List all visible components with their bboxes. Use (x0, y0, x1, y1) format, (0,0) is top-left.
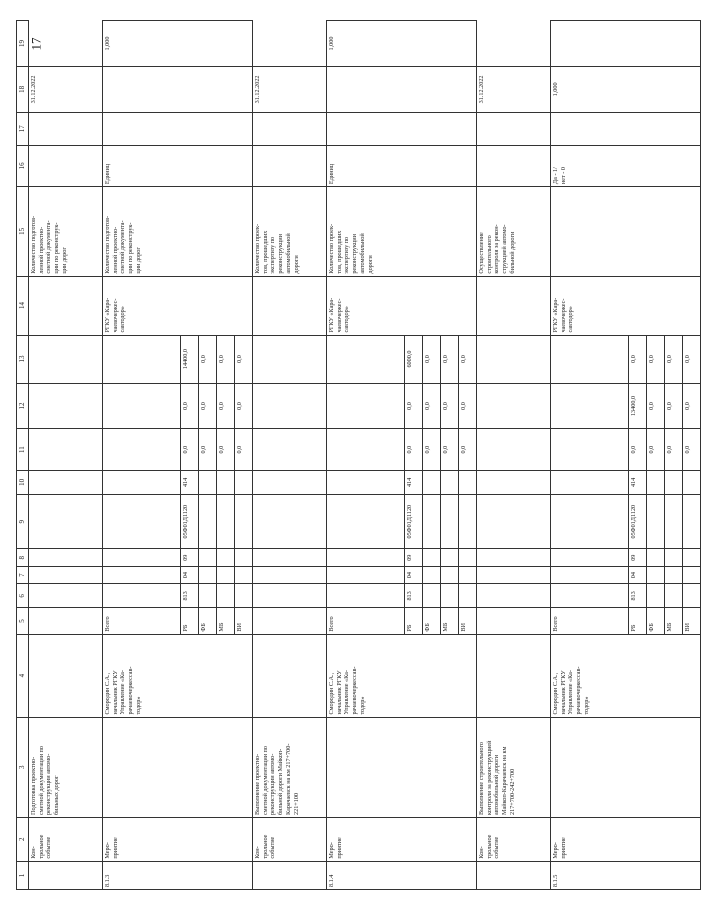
kbk-cell (646, 549, 664, 566)
empty-cell (326, 429, 404, 470)
amount-cell: 0,0 (422, 429, 440, 470)
total-label-cell: Всего (102, 608, 180, 634)
kbk-cell (198, 584, 216, 608)
event-description-cell: Подготовка проектно- сметной документации по реконструкции автомо- бильных дорог (28, 717, 102, 817)
value-cell-18: 1,000 (550, 66, 700, 112)
amount-cell: 0,0 (458, 429, 476, 470)
empty-cell (252, 566, 326, 583)
kbk-cell (198, 566, 216, 583)
budget-source-cell: ВИ (458, 608, 476, 634)
indicator-name-cell: Осуществление строительного контроля за рекон- струкцией автомо- бильной дороги (476, 187, 550, 277)
kbk-cell (198, 494, 216, 549)
empty-cell (252, 112, 326, 145)
kbk-cell: 09 (628, 549, 646, 566)
indicator-name-cell (550, 187, 700, 277)
empty-cell (476, 429, 550, 470)
responsible-person-cell: Смородин С.А., начальник РГКУ Управление «Ка- рачаевочеркессав- тодор» (102, 634, 252, 717)
responsible-person-cell: Смородин С.А., начальник РГКУ Управление «Ка- рачаевочеркессав- тодор» (326, 634, 476, 717)
value-cell-19 (550, 21, 700, 67)
empty-cell (102, 383, 180, 429)
kbk-cell (198, 470, 216, 494)
amount-cell: 0,0 (234, 429, 252, 470)
kbk-cell: 05Ф01Д1120 (628, 494, 646, 549)
unit-cell: Единиц (326, 145, 476, 186)
empty-cell (476, 470, 550, 494)
row-number-cell (252, 861, 326, 889)
kbk-cell: 04 (628, 566, 646, 583)
amount-cell: 0,0 (682, 335, 700, 383)
kbk-cell (216, 470, 234, 494)
amount-cell: 13400,0 (628, 383, 646, 429)
empty-cell (476, 276, 550, 335)
empty-cell (550, 429, 628, 470)
empty-cell (476, 383, 550, 429)
kbk-cell: 04 (180, 566, 198, 583)
amount-cell: 0,0 (422, 383, 440, 429)
amount-cell: 0,0 (216, 383, 234, 429)
header-number-cell: 10 (17, 470, 29, 494)
amount-cell: 0,0 (458, 335, 476, 383)
empty-cell (252, 634, 326, 717)
kbk-cell (440, 549, 458, 566)
value-cell-19: 1,000 (326, 21, 476, 67)
kbk-cell (422, 566, 440, 583)
empty-cell (252, 608, 326, 634)
kbk-cell (458, 494, 476, 549)
header-number-cell: 2 (17, 817, 29, 861)
kbk-cell: 414 (180, 470, 198, 494)
rotated-table-wrapper (16, 20, 691, 890)
kbk-cell (234, 584, 252, 608)
kbk-cell (234, 494, 252, 549)
kbk-cell (458, 549, 476, 566)
empty-cell (550, 584, 628, 608)
empty-cell (28, 608, 102, 634)
empty-cell (102, 494, 180, 549)
executor-cell: РГКУ «Кара- чаевочеркес- савтодор» (102, 276, 252, 335)
kbk-cell (216, 549, 234, 566)
kbk-cell (458, 470, 476, 494)
kbk-cell (234, 549, 252, 566)
amount-cell: 0,0 (180, 429, 198, 470)
header-number-cell: 11 (17, 429, 29, 470)
empty-cell (252, 145, 326, 186)
amount-cell: 0,0 (404, 383, 422, 429)
amount-cell: 0,0 (234, 383, 252, 429)
empty-cell (102, 112, 252, 145)
kbk-cell (458, 584, 476, 608)
empty-cell (28, 383, 102, 429)
empty-cell (102, 470, 180, 494)
row-type-cell: Меро- приятие (326, 817, 476, 861)
row-type-cell: Меро- приятие (550, 817, 700, 861)
row-type-cell: Кон- трольное событие (28, 817, 102, 861)
empty-cell (28, 634, 102, 717)
kbk-cell (216, 566, 234, 583)
empty-cell (252, 584, 326, 608)
header-number-cell: 9 (17, 494, 29, 549)
total-label-cell: Всего (326, 608, 404, 634)
header-number-cell: 3 (17, 717, 29, 817)
empty-cell (252, 470, 326, 494)
header-number-cell: 16 (17, 145, 29, 186)
amount-cell: 0,0 (646, 335, 664, 383)
measure-row (326, 21, 404, 890)
header-number-cell: 13 (17, 335, 29, 383)
budget-source-cell: МБ (216, 608, 234, 634)
budget-source-cell: РБ (180, 608, 198, 634)
deadline-cell: 31.12.2022 (28, 66, 102, 112)
empty-cell (28, 276, 102, 335)
kbk-cell (664, 584, 682, 608)
executor-cell: РГКУ «Кара- чаевочеркес- савтодор» (326, 276, 476, 335)
budget-source-cell: ФБ (198, 608, 216, 634)
header-number-cell: 5 (17, 608, 29, 634)
empty-cell (28, 429, 102, 470)
header-number-cell: 8 (17, 549, 29, 566)
kbk-cell: 813 (404, 584, 422, 608)
amount-cell: 0,0 (646, 429, 664, 470)
amount-cell: 14400,0 (180, 335, 198, 383)
header-number-cell: 6 (17, 584, 29, 608)
budget-source-cell: ФБ (422, 608, 440, 634)
header-number-cell: 15 (17, 187, 29, 277)
empty-cell (326, 494, 404, 549)
kbk-cell (682, 470, 700, 494)
amount-cell: 0,0 (216, 429, 234, 470)
empty-cell (28, 470, 102, 494)
amount-cell: 0,0 (180, 383, 198, 429)
deadline-cell: 31.12.2022 (476, 66, 550, 112)
amount-cell: 0,0 (198, 429, 216, 470)
kbk-cell: 09 (404, 549, 422, 566)
kbk-cell (234, 566, 252, 583)
header-number-cell: 17 (17, 112, 29, 145)
header-number-cell: 19 (17, 21, 29, 67)
header-number-cell: 7 (17, 566, 29, 583)
amount-cell: 0,0 (682, 429, 700, 470)
kbk-cell (440, 566, 458, 583)
kbk-cell (440, 470, 458, 494)
amount-cell: 0,0 (440, 383, 458, 429)
indicator-name-cell: Количество проек- тов, прошедших экспертизу по реконструкции автомобильной дороги (326, 187, 476, 277)
measure-row (550, 21, 628, 890)
kbk-cell (682, 494, 700, 549)
empty-cell (550, 383, 628, 429)
budget-source-cell: ВИ (682, 608, 700, 634)
kbk-cell: 414 (404, 470, 422, 494)
total-label-cell: Всего (550, 608, 628, 634)
kbk-cell (682, 584, 700, 608)
amount-cell: 0,0 (234, 335, 252, 383)
empty-cell (252, 429, 326, 470)
row-number-cell (476, 861, 550, 889)
kbk-cell (664, 470, 682, 494)
kbk-cell (422, 584, 440, 608)
empty-cell (252, 383, 326, 429)
unit-cell: Единиц (102, 145, 252, 186)
empty-cell (102, 584, 180, 608)
value-cell-19: 1,000 (102, 21, 252, 67)
amount-cell: 0,0 (422, 335, 440, 383)
empty-cell (476, 584, 550, 608)
kbk-cell: 09 (180, 549, 198, 566)
empty-cell (28, 566, 102, 583)
empty-cell (102, 549, 180, 566)
kbk-cell (646, 470, 664, 494)
kbk-cell (664, 494, 682, 549)
amount-cell: 0,0 (216, 335, 234, 383)
empty-cell (550, 494, 628, 549)
empty-cell (550, 112, 700, 145)
empty-cell (476, 566, 550, 583)
budget-source-cell: ФБ (646, 608, 664, 634)
kbk-cell (216, 584, 234, 608)
budget-source-cell: МБ (440, 608, 458, 634)
amount-cell: 0,0 (628, 429, 646, 470)
empty-cell (252, 549, 326, 566)
empty-cell (550, 566, 628, 583)
header-number-cell: 12 (17, 383, 29, 429)
empty-cell (550, 717, 700, 817)
amount-cell: 0,0 (664, 383, 682, 429)
control-event-row (252, 21, 326, 890)
budget-source-cell: РБ (404, 608, 422, 634)
kbk-cell (440, 494, 458, 549)
empty-cell (28, 112, 102, 145)
empty-cell (326, 566, 404, 583)
empty-cell (252, 494, 326, 549)
row-number-cell: 8.1.3 (102, 861, 252, 889)
empty-cell (476, 608, 550, 634)
kbk-cell: 414 (628, 470, 646, 494)
empty-cell (476, 112, 550, 145)
empty-cell (326, 584, 404, 608)
empty-cell (326, 383, 404, 429)
empty-cell (252, 335, 326, 383)
kbk-cell: 813 (628, 584, 646, 608)
indicator-name-cell: Количество проек- тов, прошедших экспертизу по реконструкции автомобильной дороги (252, 187, 326, 277)
amount-cell: 0,0 (440, 335, 458, 383)
budget-source-cell: МБ (664, 608, 682, 634)
kbk-cell (422, 494, 440, 549)
kbk-cell: 04 (404, 566, 422, 583)
responsible-person-cell: Смородин С.А., начальник РГКУ Управление «Ка- рачаевочеркессав- тодор» (550, 634, 700, 717)
header-number-cell: 14 (17, 276, 29, 335)
amount-cell: 0,0 (198, 335, 216, 383)
empty-cell (28, 335, 102, 383)
amount-cell: 6000,0 (404, 335, 422, 383)
header-number-cell: 1 (17, 861, 29, 889)
kbk-cell (422, 549, 440, 566)
kbk-cell (664, 549, 682, 566)
amount-cell: 0,0 (646, 383, 664, 429)
deadline-cell: 31.12.2022 (252, 66, 326, 112)
empty-cell (476, 634, 550, 717)
row-number-cell (28, 861, 102, 889)
empty-cell (476, 549, 550, 566)
control-event-row (28, 21, 102, 890)
empty-cell (252, 276, 326, 335)
kbk-cell (440, 584, 458, 608)
unit-cell: Да - 1/ нет - 0 (550, 145, 700, 186)
kbk-cell (216, 494, 234, 549)
amount-cell: 0,0 (458, 383, 476, 429)
kbk-cell: 813 (180, 584, 198, 608)
empty-cell (476, 494, 550, 549)
executor-cell: РГКУ «Кара- чаевочеркес- савтодор» (550, 276, 700, 335)
empty-cell (476, 335, 550, 383)
amount-cell: 0,0 (664, 335, 682, 383)
amount-cell: 0,0 (198, 383, 216, 429)
value-cell-18 (326, 66, 476, 112)
event-description-cell: Выполнение строительного контроля за реконструкцией автомобильной дороги Майкоп-Карачаевск на км 217+700-242+700 (476, 717, 550, 817)
amount-cell: 0,0 (404, 429, 422, 470)
kbk-cell: 05Ф01Д1120 (180, 494, 198, 549)
empty-cell (326, 549, 404, 566)
indicator-name-cell: Количество подготов- ленной проектно- сметной документа- ции по реконструк- ции дорог (102, 187, 252, 277)
kbk-cell (646, 494, 664, 549)
empty-cell (550, 470, 628, 494)
row-type-cell: Кон- трольное событие (476, 817, 550, 861)
empty-cell (102, 335, 180, 383)
kbk-cell (458, 566, 476, 583)
kbk-cell (422, 470, 440, 494)
header-number-row (17, 21, 29, 890)
header-number-cell: 18 (17, 66, 29, 112)
empty-cell (476, 145, 550, 186)
empty-cell (28, 584, 102, 608)
empty-cell (28, 549, 102, 566)
measure-row (102, 21, 180, 890)
program-measures-table (16, 20, 701, 890)
empty-cell (102, 429, 180, 470)
page-number: 17 (28, 37, 44, 51)
value-cell-18 (102, 66, 252, 112)
empty-cell (326, 717, 476, 817)
amount-cell: 0,0 (440, 429, 458, 470)
kbk-cell (234, 470, 252, 494)
kbk-cell (198, 549, 216, 566)
empty-cell (28, 494, 102, 549)
empty-cell (550, 335, 628, 383)
kbk-cell (682, 566, 700, 583)
row-number-cell: 8.1.4 (326, 861, 476, 889)
row-type-cell: Меро- приятие (102, 817, 252, 861)
empty-cell (326, 112, 476, 145)
amount-cell: 0,0 (682, 383, 700, 429)
kbk-cell (646, 584, 664, 608)
amount-cell: 0,0 (664, 429, 682, 470)
empty-cell (102, 717, 252, 817)
amount-cell: 0,0 (628, 335, 646, 383)
empty-cell (326, 335, 404, 383)
kbk-cell (646, 566, 664, 583)
header-number-cell: 4 (17, 634, 29, 717)
kbk-cell (682, 549, 700, 566)
budget-source-cell: ВИ (234, 608, 252, 634)
row-number-cell: 8.1.5 (550, 861, 700, 889)
empty-cell (28, 145, 102, 186)
empty-cell (102, 566, 180, 583)
event-description-cell: Выполнение проектно- сметной документации по реконструкции автомо- бильной дороги Майкоп- Карачаевск на км 217+700- 221+100 (252, 717, 326, 817)
budget-source-cell: РБ (628, 608, 646, 634)
empty-cell (326, 470, 404, 494)
indicator-name-cell: Количество подготов- ленной проектно- сметной документа- ции по реконструк- ции дорог (28, 187, 102, 277)
kbk-cell (664, 566, 682, 583)
control-event-row (476, 21, 550, 890)
kbk-cell: 05Ф01Д1120 (404, 494, 422, 549)
row-type-cell: Кон- трольное событие (252, 817, 326, 861)
empty-cell (550, 549, 628, 566)
